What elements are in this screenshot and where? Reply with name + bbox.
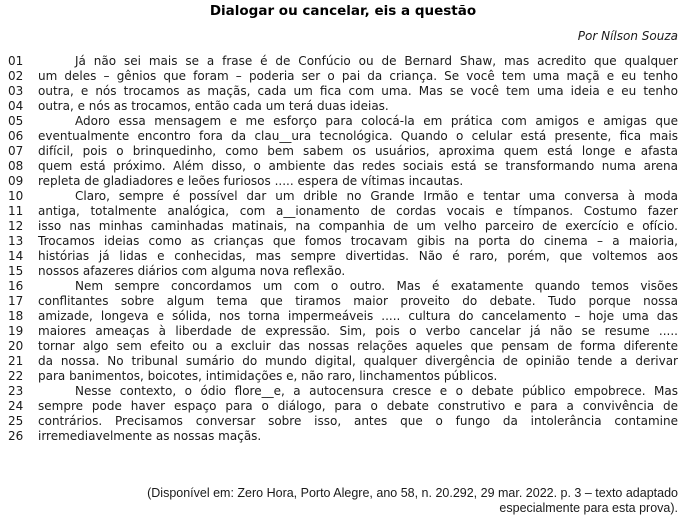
line-number: 26 [8, 429, 24, 443]
line-text: outra, e nós as trocamos, então cada um terá duas ideias. [38, 99, 389, 113]
text-line [0, 99, 686, 114]
line-number: 17 [8, 294, 24, 308]
line-text: antiga, totalmente analógica, com a__ionamento de cordas vocais e tímpanos. Costumo fazer [38, 204, 678, 218]
line-text: Adoro essa mensagem e me esforço para colocá-la em prática com amigos e amigas que [75, 114, 678, 128]
text-line [0, 264, 686, 279]
line-text: outra, e nós trocamos as maçãs, cada um fica com uma. Mas se você tem uma ideia e eu tenho [38, 84, 678, 98]
text-line [0, 354, 686, 369]
line-number: 01 [8, 54, 24, 68]
line-number: 24 [8, 399, 24, 413]
line-text: contrários. Precisamos conversar sobre isso, antes que o fungo da intolerância contamine [38, 414, 678, 428]
line-text: Nesse contexto, o ódio flore__e, a autocensura cresce e o debate público empobrece. Mas [75, 384, 678, 398]
page-title: Dialogar ou cancelar, eis a questão [209, 3, 477, 19]
text-line [0, 114, 686, 129]
text-body [0, 54, 686, 444]
line-number: 15 [8, 264, 24, 278]
line-text: eventualmente encontro fora da clau__ura tecnológica. Quando o celular está presente, fica mais [38, 129, 678, 143]
line-number: 02 [8, 69, 24, 83]
line-text: histórias já lidas e conhecidas, mas sempre divertidas. Não é raro, porém, que voltemos aos [38, 249, 678, 263]
line-number: 07 [8, 144, 24, 158]
text-line [0, 129, 686, 144]
line-number: 18 [8, 309, 24, 323]
line-text: amizade, longeva e sólida, nos torna impermeáveis ..... cultura do cancelamento – hoje uma das [38, 309, 678, 323]
line-text: repleta de gladiadores e leões furiosos ..... espera de vítimas incautas. [38, 174, 464, 188]
line-number: 21 [8, 354, 24, 368]
line-text: Trocamos ideias como as crianças que fomos trocavam gibis na porta do cinema – a maioria, [38, 234, 678, 248]
line-number: 14 [8, 249, 24, 263]
line-number: 05 [8, 114, 24, 128]
text-line [0, 384, 686, 399]
line-number: 23 [8, 384, 24, 398]
line-text: para banimentos, boicotes, intimidações e, não raro, linchamentos públicos. [38, 369, 498, 383]
text-line [0, 294, 686, 309]
line-number: 13 [8, 234, 24, 248]
line-text: irremediavelmente as nossas maçãs. [38, 429, 262, 443]
source-citation [0, 486, 686, 516]
line-number: 11 [8, 204, 24, 218]
line-text: maiores ameaças à liberdade de expressão. Sim, pois o verbo cancelar já não se resume ..... [38, 324, 678, 338]
line-number: 03 [8, 84, 24, 98]
text-line [0, 429, 686, 444]
line-text: nossos afazeres diários com alguma nova reflexão. [38, 264, 346, 278]
text-line [0, 234, 686, 249]
text-line [0, 159, 686, 174]
line-number: 19 [8, 324, 24, 338]
text-line [0, 144, 686, 159]
line-text: isso nas minhas caminhadas matinais, na companhia de um velho parceiro de exercício e ofício. [38, 219, 678, 233]
line-text: Nem sempre concordamos um com o outro. Mas é exatamente quando temos visões [75, 279, 678, 293]
line-number: 09 [8, 174, 24, 188]
line-text: sempre pode haver espaço para o diálogo, para o debate construtivo e para a convivência de [38, 399, 678, 413]
text-line [0, 189, 686, 204]
line-number: 25 [8, 414, 24, 428]
text-line [0, 84, 686, 99]
text-line [0, 204, 686, 219]
text-line [0, 54, 686, 69]
line-text: difícil, pois o brinquedinho, como bem sabem os usuários, aproxima quem está longe e afasta [38, 144, 678, 158]
line-number: 06 [8, 129, 24, 143]
line-text: Claro, sempre é possível dar um drible no Grande Irmão e tentar uma conversa à moda [75, 189, 678, 203]
text-line [0, 339, 686, 354]
source-citation-line1: (Disponível em: Zero Hora, Porto Alegre, ano 58, n. 20.292, 29 mar. 2022. p. 3 – texto adaptado [147, 486, 678, 500]
text-line [0, 414, 686, 429]
line-number: 22 [8, 369, 24, 383]
line-text: quem está próximo. Além disso, o ambiente das redes sociais está se transformando numa arena [38, 159, 678, 173]
line-number: 10 [8, 189, 24, 203]
line-text: da nossa. No tribunal sumário do mundo digital, qualquer divergência de opinião tende a derivar [38, 354, 678, 368]
line-text: conflitantes sobre algum tema que tiramos maior proveito do debate. Tudo porque nossa [38, 294, 678, 308]
text-line [0, 174, 686, 189]
line-number: 16 [8, 279, 24, 293]
author-byline: Por Nílson Souza [577, 29, 678, 43]
line-number: 20 [8, 339, 24, 353]
text-line [0, 69, 686, 84]
line-text: Já não sei mais se a frase é de Confúcio ou de Bernard Shaw, mas acredito que qualquer [75, 54, 678, 68]
text-line [0, 399, 686, 414]
line-number: 08 [8, 159, 24, 173]
line-text: um deles – gênios que foram – poderia ser o pai da criança. Se você tem uma maçã e eu tenho [38, 69, 678, 83]
text-line [0, 279, 686, 294]
line-number: 04 [8, 99, 24, 113]
line-number: 12 [8, 219, 24, 233]
text-line [0, 309, 686, 324]
source-citation-line2: especialmente para esta prova). [499, 501, 678, 515]
text-line [0, 369, 686, 384]
line-text: tornar algo sem efeito ou a excluir das nossas relações aqueles que pensam de forma diferente [38, 339, 678, 353]
text-line [0, 219, 686, 234]
text-line [0, 324, 686, 339]
text-line [0, 249, 686, 264]
